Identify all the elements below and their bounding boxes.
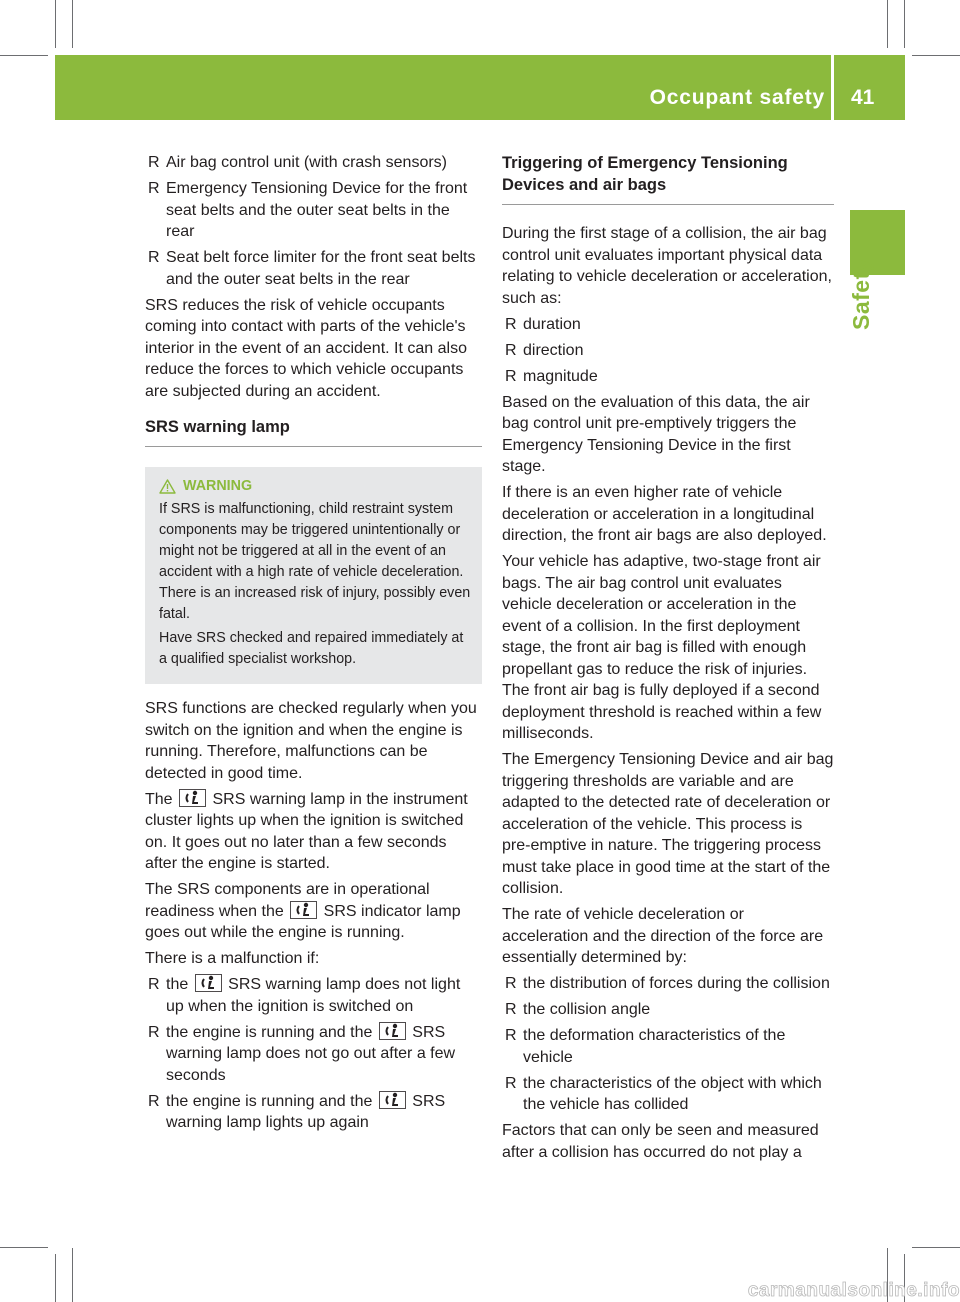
list-item: R direction [502, 340, 834, 362]
bullet-mark: R [148, 976, 160, 993]
paragraph: During the first stage of a collision, the air bag control unit evaluates important physical data relating to vehicle deceleration or acceleration, such as: [502, 225, 832, 307]
list-item: R duration [502, 314, 834, 336]
crop-mark [0, 55, 48, 56]
right-column [502, 152, 834, 1168]
warning-box [145, 467, 482, 684]
srs-airbag-icon [179, 789, 206, 807]
warning-triangle-icon [159, 479, 176, 494]
srs-airbag-icon [195, 974, 222, 992]
list-item: R the distribution of forces during the collision [502, 973, 834, 995]
paragraph: The SRS warning lamp in the instrument cluster lights up when the ignition is switched on. It goes out no later than a few seconds after the engine is started. [145, 790, 468, 872]
crop-mark [55, 1254, 56, 1302]
warning-text: Have SRS checked and repaired immediately at a qualified specialist workshop. [159, 630, 464, 667]
bullet-mark: R [505, 315, 517, 333]
bullet-mark: R [505, 1074, 517, 1092]
srs-airbag-icon [379, 1091, 406, 1109]
paragraph: The SRS components are in operational readiness when the SRS indicator lamp goes out while the engine is running. [145, 881, 461, 941]
paragraph: The rate of vehicle deceleration or acceleration and the direction of the force are essentially determined by: [502, 906, 824, 966]
crop-mark [72, 0, 73, 48]
watermark[interactable]: carmanualsonline.info [747, 1280, 960, 1301]
paragraph: The Emergency Tensioning Device and air bag triggering thresholds are variable and are adapted to the detected rate of deceleration or acceleration of the vehicle. This process is pre-emptive in nature. The triggering process must take place in good time at the start of the collision. [502, 751, 834, 897]
list-item: R Seat belt force limiter for the front seat belts and the outer seat belts in the rear [148, 249, 476, 288]
list-item: R Emergency Tensioning Device for the front seat belts and the outer seat belts in the rear [148, 180, 468, 240]
list-item: R the engine is running and the SRS warning lamp does not go out after a few seconds [148, 1023, 456, 1084]
bullet-mark: R [148, 154, 160, 171]
list-item: R the characteristics of the object with which the vehicle has collided [505, 1074, 822, 1113]
list-item: R the deformation characteristics of the vehicle [505, 1027, 786, 1066]
list-item: R the SRS warning lamp does not light up when the ignition is switched on [148, 976, 461, 1015]
section-title: Occupant safety [649, 86, 825, 109]
bullet-mark: R [148, 249, 160, 266]
bullet-mark: R [505, 367, 517, 385]
chapter-label: Safety [848, 257, 874, 330]
crop-mark [0, 1247, 48, 1248]
crop-mark [55, 0, 56, 48]
bullet-mark: R [148, 180, 160, 197]
bullet-mark: R [505, 975, 517, 992]
crop-mark [904, 0, 905, 48]
section-heading: SRS warning lamp [145, 416, 482, 447]
list-item: R Air bag control unit (with crash sensors) [145, 152, 482, 174]
left-column [145, 152, 482, 1138]
section-heading: Triggering of Emergency Tensioning Devices and air bags [502, 152, 834, 205]
bullet-mark: R [505, 1027, 517, 1044]
page-number: 41 [851, 86, 875, 109]
paragraph: Based on the evaluation of this data, the air bag control unit pre-emptively triggers the Emergency Tensioning Device in the first stage. [502, 393, 810, 475]
paragraph: Your vehicle has adaptive, two-stage front air bags. The air bag control unit evaluates vehicle deceleration or acceleration in the event of a collision. In the first deployment stage, the front air bag is filled with enough propellant gas to reduce the risk of injuries. The front air bag is fully deployed if a second deployment threshold is reached within a few milliseconds. [502, 553, 822, 742]
crop-mark [912, 1247, 960, 1248]
paragraph: Factors that can only be seen and measured after a collision has occurred do not play a [502, 1122, 819, 1161]
bullet-mark: R [505, 1001, 517, 1018]
header-separator [831, 55, 834, 120]
bullet-mark: R [505, 341, 517, 359]
warning-title: WARNING [183, 478, 253, 494]
srs-airbag-icon [379, 1022, 406, 1040]
crop-mark [912, 55, 960, 56]
list-item: R magnitude [502, 366, 834, 388]
paragraph: If there is an even higher rate of vehicle deceleration or acceleration in a longitudinal direction, the front air bags are also deployed. [502, 484, 827, 544]
paragraph: SRS reduces the risk of vehicle occupants coming into contact with parts of the vehicle's interior in the event of an accident. It can also reduce the forces to which vehicle occupants are subjected during an accident. [145, 296, 467, 400]
srs-airbag-icon [290, 901, 317, 919]
paragraph: There is a malfunction if: [145, 950, 320, 967]
crop-mark [72, 1248, 73, 1302]
crop-mark [887, 0, 888, 48]
paragraph: SRS functions are checked regularly when you switch on the ignition and when the engine is running. Therefore, malfunctions can be detected in good time. [145, 700, 477, 782]
bullet-mark: R [148, 1092, 160, 1110]
list-item: R the collision angle [502, 999, 834, 1021]
warning-text: If SRS is malfunctioning, child restraint system components may be triggered unintentionally or might not be triggered at all in the event of an accident with a high rate of vehicle deceleration. There is an increased risk of injury, possibly even fatal. [159, 501, 471, 622]
list-item: R the engine is running and the SRS warning lamp lights up again [148, 1092, 446, 1131]
bullet-mark: R [148, 1023, 160, 1041]
